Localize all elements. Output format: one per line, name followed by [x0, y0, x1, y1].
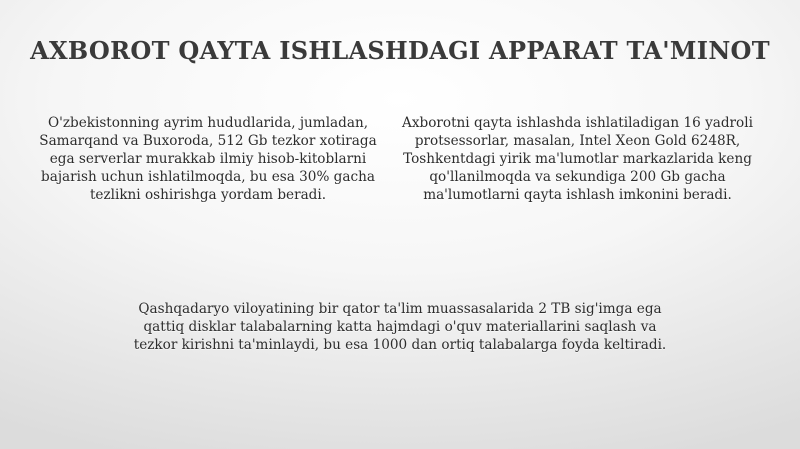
paragraph-processors: Axborotni qayta ishlashda ishlatiladigan 16 yadroli protsessorlar, masalan, Intel Xeon Gold 6248R, Toshkentdagi yirik ma'lumotlar markazlarida keng qo'llanilmoqda va sekundiga 200 Gb gacha ma'lumotlarni qayta ishlash imkonini beradi.	[402, 115, 753, 203]
paragraph-servers: O'zbekistonning ayrim hududlarida, jumladan, Samarqand va Buxoroda, 512 Gb tezkor xotiraga ega serverlar murakkab ilmiy hisob-kitoblarni bajarish uchun ishlatilmoqda, bu esa 30% gacha tezlikni oshirishga yordam beradi.	[39, 115, 377, 203]
paragraph-hard-disks: Qashqadaryo viloyatining bir qator ta'lim muassasalarida 2 TB sig'imga ega qattiq disklar talabalarning katta hajmdagi o'quv materiallarini saqlash va tezkor kirishni ta'minlaydi, bu esa 1000 dan ortiq talabalarga foyda keltiradi.	[133, 301, 667, 353]
slide-title: AXBOROT QAYTA ISHLASHDAGI APPARAT TA'MINOT	[30, 36, 770, 65]
